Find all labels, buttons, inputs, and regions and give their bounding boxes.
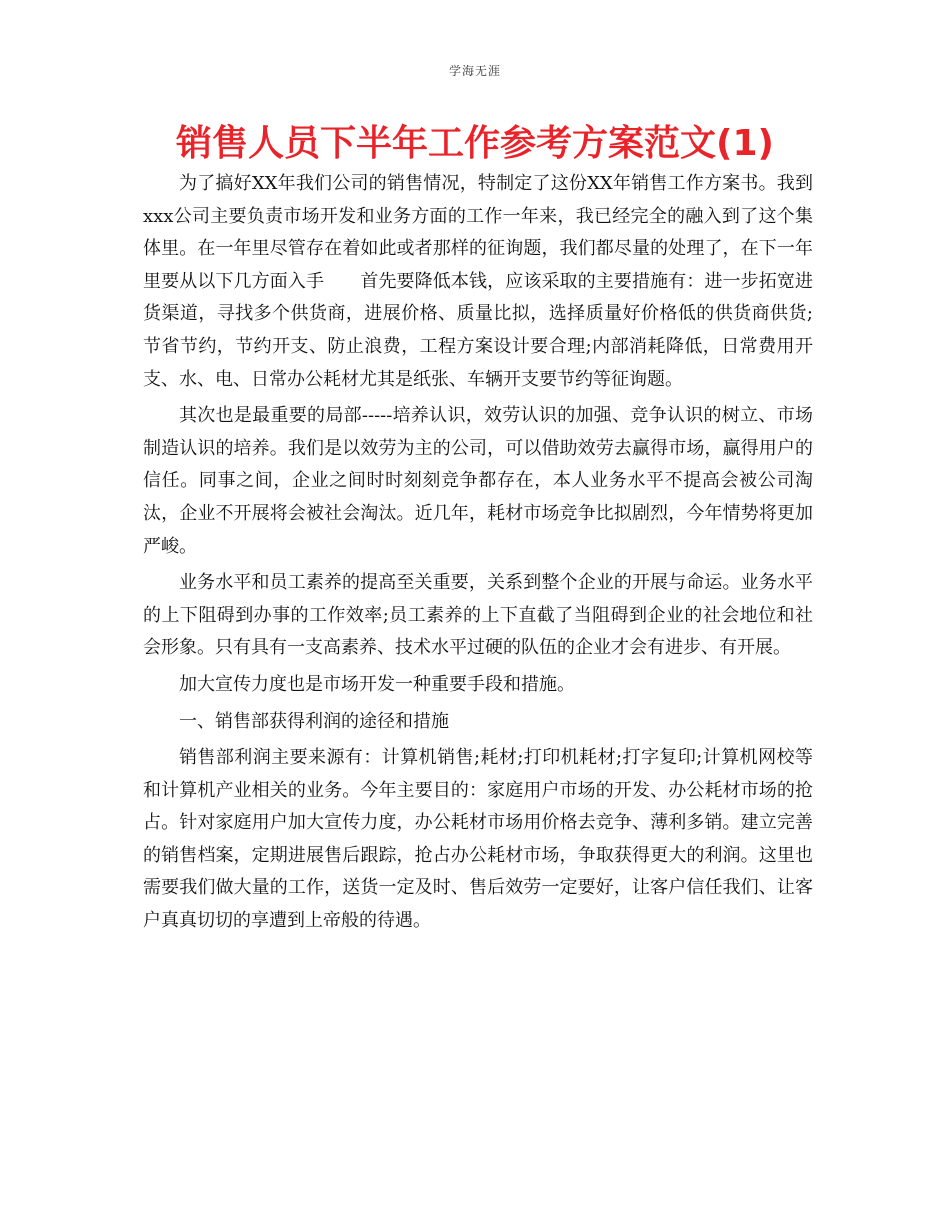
paragraph: 其次也是最重要的局部-----培养认识，效劳认识的加强、竞争认识的树立、市场制造认识的培养。我们是以效劳为主的公司，可以借助效劳去赢得市场，赢得用户的信任。同事之间，企业之间时时刻刻竞争都存在，本人业务水平不提高会被公司淘汰，企业不开展将会被社会淘汰。近几年，耗材市场竞争比拟剧烈，今年情势将更加严峻。 — [143, 405, 813, 557]
paragraph: 加大宣传力度也是市场开发一种重要手段和措施。 — [179, 673, 575, 695]
paragraph: 业务水平和员工素养的提高至关重要，关系到整个企业的开展与命运。业务水平的上下阻碍到办事的工作效率;员工素养的上下直截了当阻碍到企业的社会地位和社会形象。只有具有一支高素养、技术水平过硬的队伍的企业才会有进步、有开展。 — [143, 572, 813, 659]
paragraph: 销售部利润主要来源有：计算机销售;耗材;打印机耗材;打字复印;计算机网校等和计算机产业相关的业务。今年主要目的：家庭用户市场的开发、办公耗材市场的抢占。针对家庭用户加大宣传力度，办公耗材市场用价格去竞争、薄利多销。建立完善的销售档案，定期进展售后跟踪，抢占办公耗材市场，争取获得更大的利润。这里也需要我们做大量的工作，送货一定及时、售后效劳一定要好，让客户信任我们、让客户真真切切的享遭到上帝般的待遇。 — [143, 747, 813, 932]
page-header: 学海无涯 — [448, 64, 501, 78]
paragraph: 为了搞好XX年我们公司的销售情况，特制定了这份XX年销售工作方案书。我到xxx公司主要负责市场开发和业务方面的工作一年来，我已经完全的融入到了这个集体里。在一年里尽管存在着如此或者那样的征询题，我们都尽量的处理了，在下一年里要从以下几方面入手 首先要降低本钱，应该采取的主要措施有：进一步拓宽进货渠道，寻找多个供货商，进展价格、质量比拟，选择质量好价格低的供货商供货;节省节约，节约开支、防止浪费，工程方案设计要合理;内部消耗降低，日常费用开支、水、电、日常办公耗材尤其是纸张、车辆开支要节约等征询题。 — [143, 173, 813, 390]
document-body — [143, 168, 813, 942]
document-title: 销售人员下半年工作参考方案范文(1) — [176, 123, 774, 164]
section-heading: 一、销售部获得利润的途径和措施 — [179, 710, 449, 732]
